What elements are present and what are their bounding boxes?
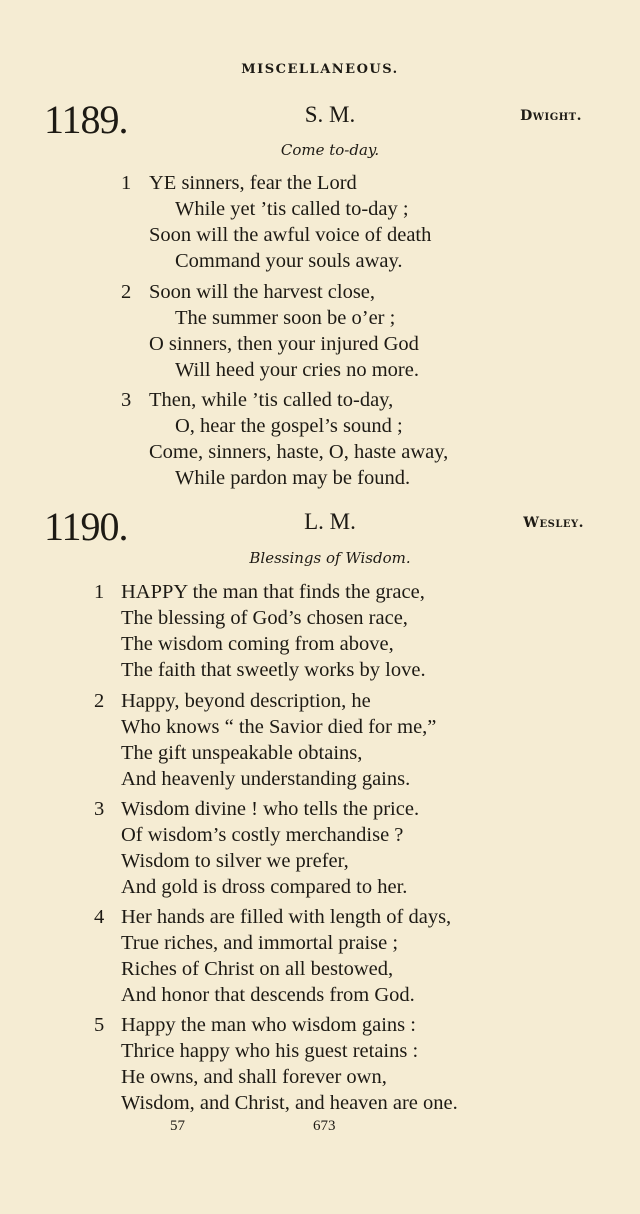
verse-number: 4 [94, 906, 105, 928]
verse-number: 2 [94, 690, 105, 712]
hymn-number: 1190. [44, 504, 128, 549]
running-head: MISCELLANEOUS. [241, 62, 399, 77]
verse-number: 5 [94, 1014, 105, 1036]
signature-mark: 57 [170, 1118, 185, 1134]
verse-number: 2 [121, 281, 132, 303]
verse-line: Her hands are filled with length of days, [121, 906, 452, 928]
hymn-number: 1189. [44, 97, 128, 142]
hymn-meter: S. M. [304, 102, 356, 127]
page-number: 673 [313, 1118, 336, 1134]
verse-number: 1 [94, 581, 105, 603]
verse-line: Riches of Christ on all bestowed, [121, 958, 394, 980]
verse-line: While pardon may be found. [175, 467, 411, 489]
verse-line: HAPPY the man that finds the grace, [121, 581, 425, 603]
verse-line: The summer soon be o’er ; [175, 307, 396, 329]
verse-line: Command your souls away. [175, 250, 403, 272]
verse-line: O, hear the gospel’s sound ; [175, 415, 403, 437]
verse-line: The faith that sweetly works by love. [121, 659, 426, 681]
verse-number: 1 [121, 172, 132, 194]
hymn-subtitle: Blessings of Wisdom. [249, 549, 411, 567]
verse-line: True riches, and immortal praise ; [121, 932, 399, 954]
verse-line: Of wisdom’s costly merchandise ? [121, 824, 404, 846]
verse-line: Will heed your cries no more. [175, 359, 419, 381]
verse-line: Wisdom to silver we prefer, [121, 850, 349, 872]
verse-line: Come, sinners, haste, O, haste away, [149, 441, 449, 463]
verse-line: Soon will the harvest close, [149, 281, 376, 303]
verse-line: Then, while ’tis called to-day, [149, 389, 394, 411]
verse-number: 3 [121, 389, 132, 411]
verse-line: While yet ’tis called to-day ; [175, 198, 409, 220]
verse-line: The gift unspeakable obtains, [121, 742, 363, 764]
verse-line: The blessing of God’s chosen race, [121, 607, 408, 629]
verse-line: And honor that descends from God. [121, 984, 415, 1006]
verse-line: Thrice happy who his guest retains : [121, 1040, 419, 1062]
verse-line: YE sinners, fear the Lord [149, 172, 357, 194]
verse-line: Happy the man who wisdom gains : [121, 1014, 416, 1036]
hymn-author: Wesley. [523, 515, 584, 531]
verse-line: Wisdom divine ! who tells the price. [121, 798, 420, 820]
verse-number: 3 [94, 798, 105, 820]
verse-line: Happy, beyond description, he [121, 690, 371, 712]
verse-line: And gold is dross compared to her. [121, 876, 408, 898]
verse-line: And heavenly understanding gains. [121, 768, 411, 790]
hymn-header [0, 96, 640, 146]
verse-line: Who knows “ the Savior died for me,” [121, 716, 437, 738]
verse-line: Soon will the awful voice of death [149, 224, 432, 246]
hymn-subtitle: Come to-day. [280, 141, 380, 159]
verse-line: O sinners, then your injured God [149, 333, 419, 355]
verse-line: He owns, and shall forever own, [121, 1066, 387, 1088]
hymn-meter: L. M. [304, 509, 356, 534]
verse-line: Wisdom, and Christ, and heaven are one. [121, 1092, 458, 1114]
hymn-author: Dwight. [520, 108, 582, 124]
verse-line: The wisdom coming from above, [121, 633, 394, 655]
hymn-header [0, 503, 640, 553]
